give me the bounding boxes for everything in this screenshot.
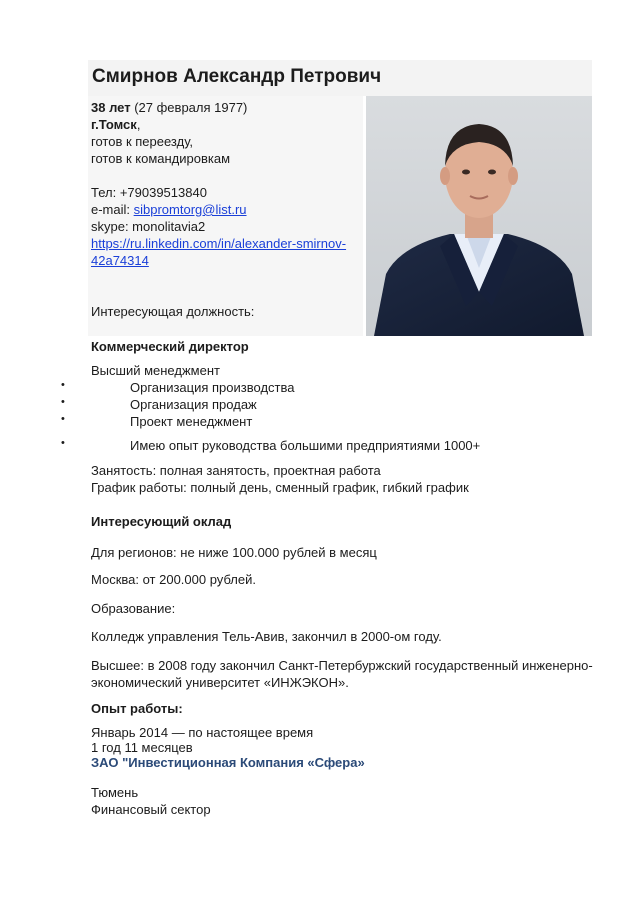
list-item: Организация продаж [130,397,257,412]
email-link[interactable]: sibpromtorg@list.ru [133,202,247,217]
city: г.Томск [91,117,137,132]
city-line [91,116,140,133]
salary-heading: Интересующий оклад [91,514,232,529]
employment: Занятость: полная занятость, проектная работа [91,463,381,478]
list-item: Организация производства [130,380,295,395]
job-sector: Финансовый сектор [91,802,211,817]
job-period: Январь 2014 — по настоящее время [91,725,314,740]
education-heading: Образование: [91,601,176,616]
job-company: ЗАО "Инвестиционная Компания «Сфера» [91,755,365,770]
birth-date: (27 февраля 1977) [130,100,248,115]
linkedin-link-part2[interactable] [91,252,149,269]
email-line [91,201,247,218]
linkedin-link-part1[interactable] [91,235,346,252]
email-label: e-mail: [91,202,134,217]
bullet-dot: • [61,437,65,449]
linkedin-link-cont[interactable]: 42a74314 [91,253,149,268]
job-city: Тюмень [91,785,139,800]
candidate-name: Смирнов Александр Петрович [92,66,382,87]
bullet-dot: • [61,396,65,408]
job-duration: 1 год 11 месяцев [91,740,193,755]
list-item: Имею опыт руководства большими предприятиями 1000+ [130,438,481,453]
relocation: готов к переезду, [91,134,194,149]
education-higher-cont: экономический университет «ИНЖЭКОН». [91,675,349,690]
phone: Тел: +79039513840 [91,185,207,200]
age: 38 лет [91,100,131,115]
schedule: График работы: полный день, сменный график, гибкий график [91,480,469,495]
linkedin-link[interactable]: https://ru.linkedin.com/in/alexander-smirnov- [91,236,347,251]
portrait-image [366,96,592,336]
skype: skype: monolitavia2 [91,219,206,234]
bullet-dot: • [61,379,65,391]
age-line [91,99,247,116]
candidate-photo [366,96,592,336]
position-title: Коммерческий директор [91,339,249,354]
list-item: Проект менеджмент [130,414,253,429]
desired-position-label: Интересующая должность: [91,304,255,319]
education-higher: Высшее: в 2008 году закончил Санкт-Петербуржский государственный инженерно- [91,658,593,673]
management-heading: Высший менеджмент [91,363,220,378]
salary-moscow: Москва: от 200.000 рублей. [91,572,257,587]
education-college: Колледж управления Тель-Авив, закончил в 2000-ом году. [91,629,442,644]
salary-regions: Для регионов: не ниже 100.000 рублей в месяц [91,545,377,560]
work-heading: Опыт работы: [91,701,183,716]
business-trips: готов к командировкам [91,151,231,166]
city-comma: , [136,117,141,132]
bullet-dot: • [61,413,65,425]
